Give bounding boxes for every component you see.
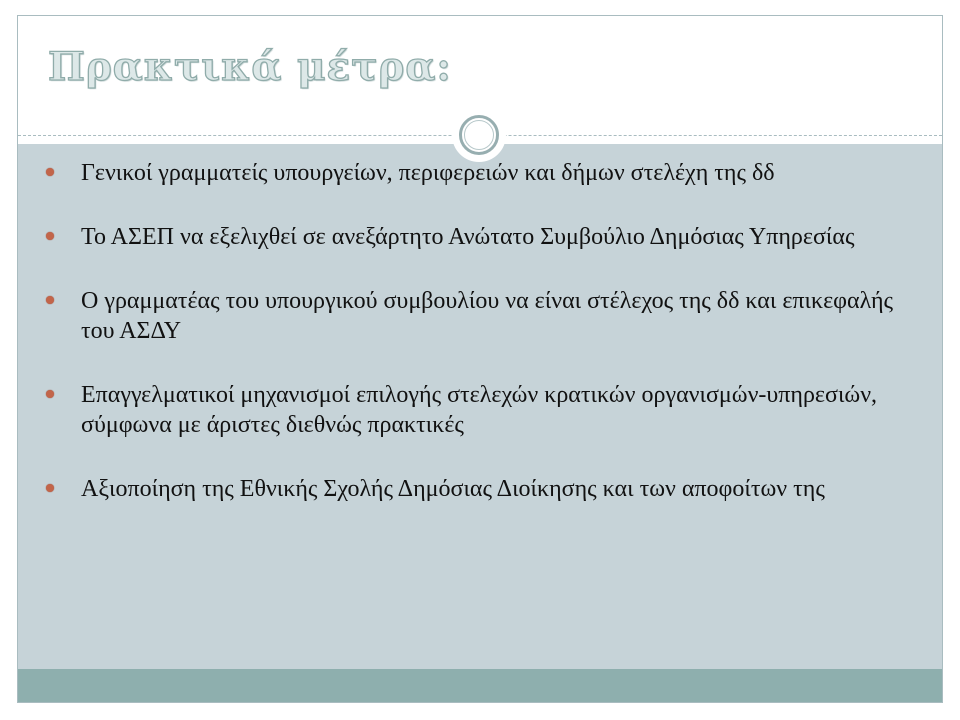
bullet-dot-icon xyxy=(46,296,54,304)
slide-frame xyxy=(17,15,943,703)
bullet-dot-icon xyxy=(46,484,54,492)
bullet-item xyxy=(18,158,942,188)
bullet-item xyxy=(18,286,942,346)
bullet-item xyxy=(18,380,942,440)
bullet-item xyxy=(18,222,942,252)
bullet-text: Αξιοποίηση της Εθνικής Σχολής Δημόσιας Διοίκησης και των αποφοίτων της xyxy=(81,476,825,502)
footer-band xyxy=(18,669,942,703)
bullet-text: Γενικοί γραμματείς υπουργείων, περιφερειών και δήμων στελέχη της δδ xyxy=(81,160,775,186)
bullet-item xyxy=(18,474,942,504)
bullet-text: Επαγγελματικοί μηχανισμοί επιλογής στελεχών κρατικών οργανισμών-υπηρεσιών, σύμφωνα με άριστες διεθνώς πρακτικές xyxy=(81,382,878,438)
bullet-dot-icon xyxy=(46,232,54,240)
bullet-list xyxy=(18,158,942,538)
bullet-dot-icon xyxy=(46,390,54,398)
ornament-inner-ring xyxy=(464,120,494,150)
bullet-text: Ο γραμματέας του υπουργικού συμβουλίου να είναι στέλεχος της δδ και επικεφαλής του ΑΣΔΥ xyxy=(81,288,894,344)
circle-ornament-icon xyxy=(452,108,506,162)
slide-title: Πρακτικά μέτρα: xyxy=(48,44,452,90)
bullet-dot-icon xyxy=(46,168,54,176)
bullet-text: Το ΑΣΕΠ να εξελιχθεί σε ανεξάρτητο Ανώτατο Συμβούλιο Δημόσιας Υπηρεσίας xyxy=(81,224,855,250)
